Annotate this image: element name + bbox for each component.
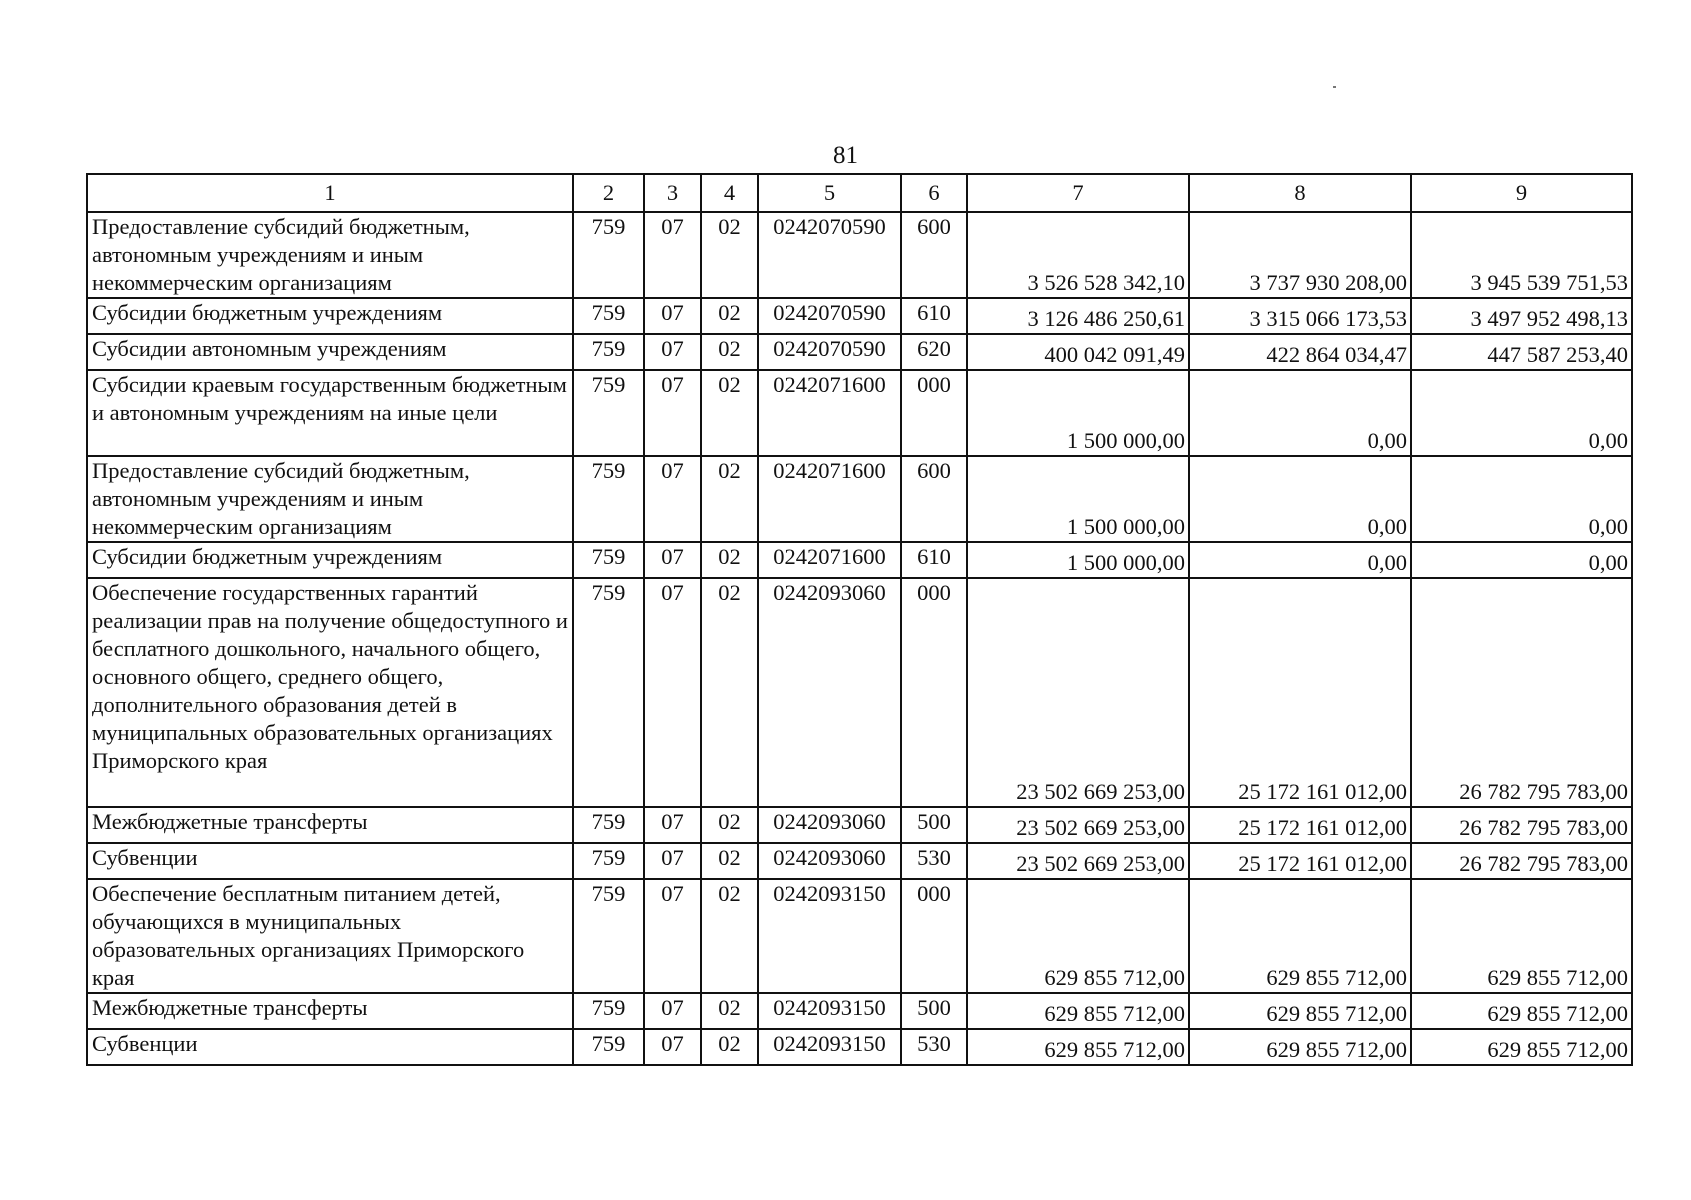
code-cell: 02: [701, 212, 758, 298]
code-cell: 759: [573, 843, 644, 879]
amount-cell: 26 782 795 783,00: [1411, 843, 1632, 879]
code-cell: 07: [644, 807, 701, 843]
code-cell: 07: [644, 334, 701, 370]
code-cell: 02: [701, 879, 758, 993]
amount-cell: 629 855 712,00: [1411, 1029, 1632, 1065]
amount-cell: 629 855 712,00: [1189, 993, 1411, 1029]
amount-cell: 1 500 000,00: [967, 456, 1189, 542]
amount-cell: 447 587 253,40: [1411, 334, 1632, 370]
amount-cell: 25 172 161 012,00: [1189, 843, 1411, 879]
code-cell: 759: [573, 578, 644, 807]
page-number: 81: [833, 142, 858, 169]
code-cell: 759: [573, 807, 644, 843]
code-cell: 0242071600: [758, 456, 901, 542]
amount-cell: 422 864 034,47: [1189, 334, 1411, 370]
amount-cell: 26 782 795 783,00: [1411, 578, 1632, 807]
code-cell: 0242093060: [758, 578, 901, 807]
amount-cell: 26 782 795 783,00: [1411, 807, 1632, 843]
code-cell: 759: [573, 370, 644, 456]
amount-cell: 1 500 000,00: [967, 542, 1189, 578]
amount-cell: 23 502 669 253,00: [967, 807, 1189, 843]
code-cell: 500: [901, 993, 967, 1029]
code-cell: 759: [573, 212, 644, 298]
table-row: [87, 879, 1632, 993]
row-name-cell: Субсидии краевым государственным бюджетным и автономным учреждениям на иные цели: [87, 370, 573, 456]
row-name-cell: Предоставление субсидий бюджетным, автономным учреждениям и иным некоммерческим организациям: [87, 212, 573, 298]
code-cell: 759: [573, 993, 644, 1029]
code-cell: 759: [573, 334, 644, 370]
table-row: [87, 993, 1632, 1029]
code-cell: 000: [901, 879, 967, 993]
amount-cell: 629 855 712,00: [1189, 1029, 1411, 1065]
column-header: 3: [644, 174, 701, 212]
row-name-cell: Субсидии бюджетным учреждениям: [87, 542, 573, 578]
table-row: [87, 298, 1632, 334]
code-cell: 610: [901, 542, 967, 578]
code-cell: 000: [901, 370, 967, 456]
amount-cell: 629 855 712,00: [967, 879, 1189, 993]
code-cell: 759: [573, 879, 644, 993]
code-cell: 02: [701, 298, 758, 334]
code-cell: 0242093060: [758, 843, 901, 879]
column-header: 1: [87, 174, 573, 212]
code-cell: 610: [901, 298, 967, 334]
column-header: 4: [701, 174, 758, 212]
code-cell: 07: [644, 879, 701, 993]
table-row: [87, 334, 1632, 370]
code-cell: 600: [901, 456, 967, 542]
table-row: [87, 542, 1632, 578]
code-cell: 530: [901, 1029, 967, 1065]
amount-cell: 629 855 712,00: [1411, 993, 1632, 1029]
code-cell: 07: [644, 456, 701, 542]
code-cell: 0242070590: [758, 212, 901, 298]
code-cell: 02: [701, 578, 758, 807]
code-cell: 0242093150: [758, 1029, 901, 1065]
code-cell: 07: [644, 370, 701, 456]
row-name-cell: Обеспечение бесплатным питанием детей, обучающихся в муниципальных образовательных организациях Приморского края: [87, 879, 573, 993]
amount-cell: 3 315 066 173,53: [1189, 298, 1411, 334]
column-header: 7: [967, 174, 1189, 212]
code-cell: 02: [701, 334, 758, 370]
code-cell: 759: [573, 456, 644, 542]
amount-cell: 629 855 712,00: [967, 993, 1189, 1029]
amount-cell: 23 502 669 253,00: [967, 578, 1189, 807]
amount-cell: 3 497 952 498,13: [1411, 298, 1632, 334]
row-name-cell: Межбюджетные трансферты: [87, 993, 573, 1029]
code-cell: 07: [644, 1029, 701, 1065]
amount-cell: 3 737 930 208,00: [1189, 212, 1411, 298]
row-name-cell: Субвенции: [87, 843, 573, 879]
code-cell: 0242093060: [758, 807, 901, 843]
amount-cell: 400 042 091,49: [967, 334, 1189, 370]
code-cell: 02: [701, 370, 758, 456]
code-cell: 07: [644, 993, 701, 1029]
code-cell: 02: [701, 993, 758, 1029]
amount-cell: 3 126 486 250,61: [967, 298, 1189, 334]
code-cell: 530: [901, 843, 967, 879]
amount-cell: 25 172 161 012,00: [1189, 578, 1411, 807]
amount-cell: 0,00: [1411, 542, 1632, 578]
row-name-cell: Предоставление субсидий бюджетным, автономным учреждениям и иным некоммерческим организациям: [87, 456, 573, 542]
code-cell: 600: [901, 212, 967, 298]
table-row: [87, 1029, 1632, 1065]
table-row: [87, 578, 1632, 807]
code-cell: 07: [644, 843, 701, 879]
scan-speck: [1333, 86, 1336, 88]
code-cell: 500: [901, 807, 967, 843]
row-name-cell: Субсидии бюджетным учреждениям: [87, 298, 573, 334]
row-name-cell: Субсидии автономным учреждениям: [87, 334, 573, 370]
code-cell: 620: [901, 334, 967, 370]
code-cell: 000: [901, 578, 967, 807]
code-cell: 07: [644, 542, 701, 578]
code-cell: 02: [701, 456, 758, 542]
table-row: [87, 807, 1632, 843]
amount-cell: 629 855 712,00: [1189, 879, 1411, 993]
column-header: 8: [1189, 174, 1411, 212]
table-row: [87, 843, 1632, 879]
code-cell: 0242070590: [758, 334, 901, 370]
amount-cell: 629 855 712,00: [967, 1029, 1189, 1065]
code-cell: 0242093150: [758, 993, 901, 1029]
row-name-cell: Субвенции: [87, 1029, 573, 1065]
column-header: 6: [901, 174, 967, 212]
code-cell: 02: [701, 542, 758, 578]
code-cell: 07: [644, 578, 701, 807]
code-cell: 759: [573, 298, 644, 334]
code-cell: 759: [573, 542, 644, 578]
code-cell: 759: [573, 1029, 644, 1065]
table-body: [87, 174, 1632, 1065]
amount-cell: 1 500 000,00: [967, 370, 1189, 456]
table-row: [87, 456, 1632, 542]
code-cell: 02: [701, 843, 758, 879]
column-header: 2: [573, 174, 644, 212]
amount-cell: 3 945 539 751,53: [1411, 212, 1632, 298]
amount-cell: 629 855 712,00: [1411, 879, 1632, 993]
amount-cell: 0,00: [1189, 456, 1411, 542]
code-cell: 02: [701, 807, 758, 843]
budget-table: [86, 173, 1633, 1066]
code-cell: 0242071600: [758, 370, 901, 456]
code-cell: 0242093150: [758, 879, 901, 993]
code-cell: 07: [644, 298, 701, 334]
code-cell: 02: [701, 1029, 758, 1065]
amount-cell: 0,00: [1411, 456, 1632, 542]
header-row: [87, 174, 1632, 212]
column-header: 5: [758, 174, 901, 212]
table-row: [87, 370, 1632, 456]
amount-cell: 3 526 528 342,10: [967, 212, 1189, 298]
column-header: 9: [1411, 174, 1632, 212]
amount-cell: 0,00: [1189, 542, 1411, 578]
code-cell: 0242071600: [758, 542, 901, 578]
code-cell: 0242070590: [758, 298, 901, 334]
table-row: [87, 212, 1632, 298]
amount-cell: 25 172 161 012,00: [1189, 807, 1411, 843]
amount-cell: 0,00: [1189, 370, 1411, 456]
code-cell: 07: [644, 212, 701, 298]
amount-cell: 0,00: [1411, 370, 1632, 456]
amount-cell: 23 502 669 253,00: [967, 843, 1189, 879]
row-name-cell: Межбюджетные трансферты: [87, 807, 573, 843]
row-name-cell: Обеспечение государственных гарантий реализации прав на получение общедоступного и бесплатного дошкольного, начального общего, основного общего, среднего общего, дополнительного образования детей в муниципальных образовательных организациях Приморского края: [87, 578, 573, 807]
